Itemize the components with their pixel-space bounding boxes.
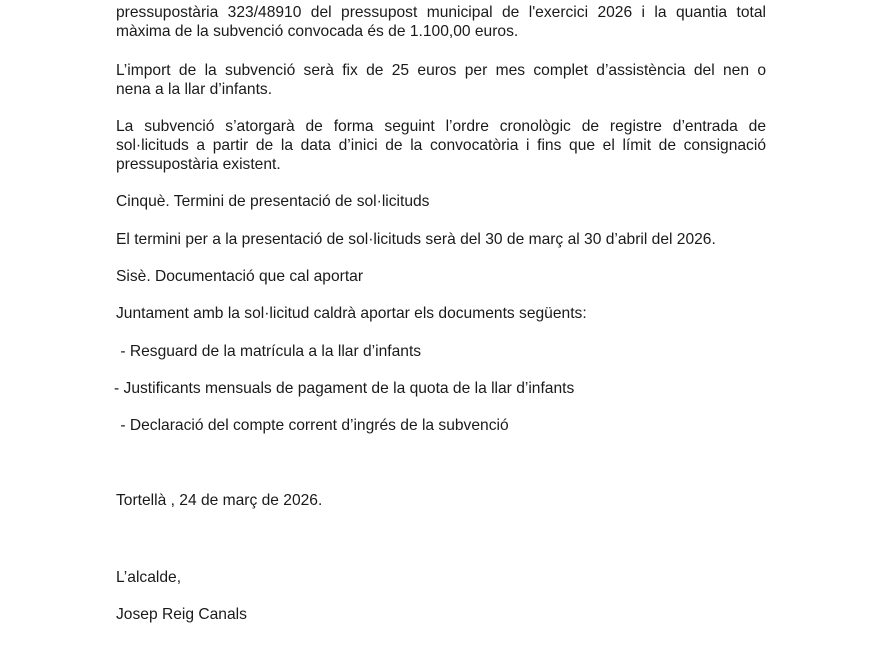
budget-paragraph-line-2: màxima de la subvenció convocada és de 1.100,00 euros. <box>116 23 519 40</box>
amount-paragraph-line-2: nena a la llar d’infants. <box>116 81 273 98</box>
section-5-body: El termini per a la presentació de sol·licituds serà del 30 de març al 30 d’abril del 2026. <box>116 231 716 248</box>
signature-title: L’alcalde, <box>116 569 182 586</box>
place-and-date: Tortellà , 24 de març de 2026. <box>116 492 323 509</box>
award-paragraph-line-3: pressupostària existent. <box>116 156 281 173</box>
amount-paragraph-line-1: L’import de la subvenció serà fix de 25 euros per mes complet d’assistència del nen o <box>116 62 766 79</box>
document-list-item: - Resguard de la matrícula a la llar d’infants <box>116 343 422 360</box>
award-paragraph-line-1: La subvenció s’atorgarà de forma seguint l’ordre cronològic de registre d’entrada de <box>116 118 766 135</box>
section-5-heading: Cinquè. Termini de presentació de sol·licituds <box>116 193 430 210</box>
section-6-intro: Juntament amb la sol·licitud caldrà aportar els documents següents: <box>116 305 587 322</box>
budget-paragraph-line-1: pressupostària 323/48910 del pressupost municipal de l'exercici 2026 i la quantia total <box>116 4 766 21</box>
document-list-item: - Declaració del compte corrent d’ingrés de la subvenció <box>116 417 509 434</box>
award-paragraph-line-2: sol·licituds a partir de la data d’inici de la convocatòria i fins que el límit de consignació <box>116 137 766 154</box>
document-list-item: - Justificants mensuals de pagament de la quota de la llar d’infants <box>114 380 575 397</box>
section-6-heading: Sisè. Documentació que cal aportar <box>116 268 364 285</box>
signature-name: Josep Reig Canals <box>116 606 247 623</box>
